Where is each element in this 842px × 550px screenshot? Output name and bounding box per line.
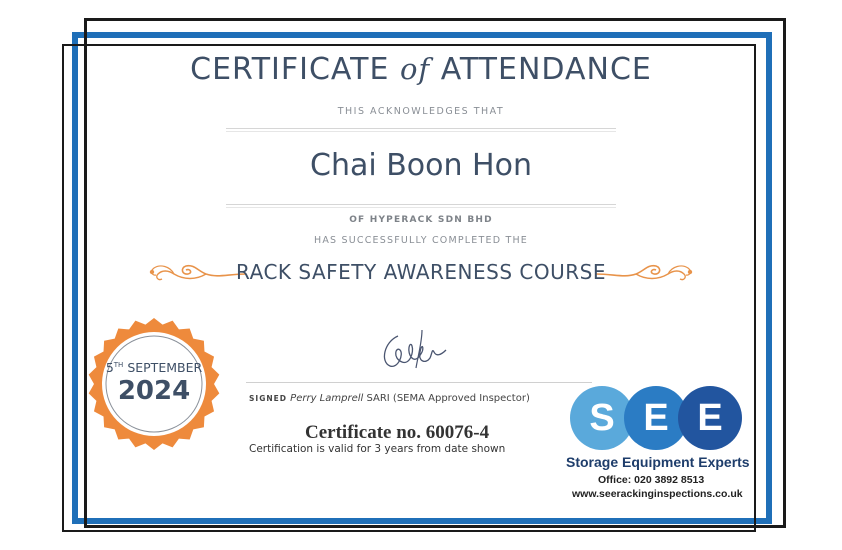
signed-label: SIGNED <box>249 394 287 403</box>
seal-date-line <box>86 360 222 375</box>
signed-by-line <box>249 393 530 404</box>
seal-month: SEPTEMBER <box>127 360 203 375</box>
title-part-attendance: ATTENDANCE <box>430 52 652 87</box>
title-part-of: of <box>399 52 431 86</box>
course-name: RACK SAFETY AWARENESS COURSE <box>236 260 606 284</box>
acknowledges-text: THIS ACKNOWLEDGES THAT <box>337 106 505 117</box>
logo-letter-e2: E <box>678 386 742 450</box>
logo-website: www.seerackinginspections.co.uk <box>572 488 743 500</box>
divider-top <box>226 128 616 132</box>
seal-year: 2024 <box>117 376 191 406</box>
signer-title: SARI (SEMA Approved Inspector) <box>366 393 530 404</box>
certificate-number: Certificate no. 60076-4 <box>305 422 490 443</box>
title-part-certificate: CERTIFICATE <box>190 52 400 87</box>
signature-graphic <box>372 322 462 374</box>
certificate-title <box>0 52 842 87</box>
validity-text: Certification is valid for 3 years from date shown <box>249 443 506 455</box>
recipient-name: Chai Boon Hon <box>310 148 532 183</box>
divider-bottom <box>226 204 616 208</box>
company-name: OF HYPERACK SDN BHD <box>349 215 493 225</box>
see-logo <box>566 386 746 456</box>
seal-day-suffix: TH <box>113 360 124 369</box>
signature-line <box>246 382 592 383</box>
logo-letter-s: S <box>570 386 634 450</box>
logo-company-name: Storage Equipment Experts <box>566 454 750 470</box>
logo-office-phone: Office: 020 3892 8513 <box>598 474 705 486</box>
signer-name: Perry Lamprell <box>290 393 364 404</box>
completed-text: HAS SUCCESSFULLY COMPLETED THE <box>314 235 528 246</box>
logo-letter-e1: E <box>624 386 688 450</box>
date-seal <box>86 316 222 452</box>
seal-day: 5 <box>105 360 114 375</box>
